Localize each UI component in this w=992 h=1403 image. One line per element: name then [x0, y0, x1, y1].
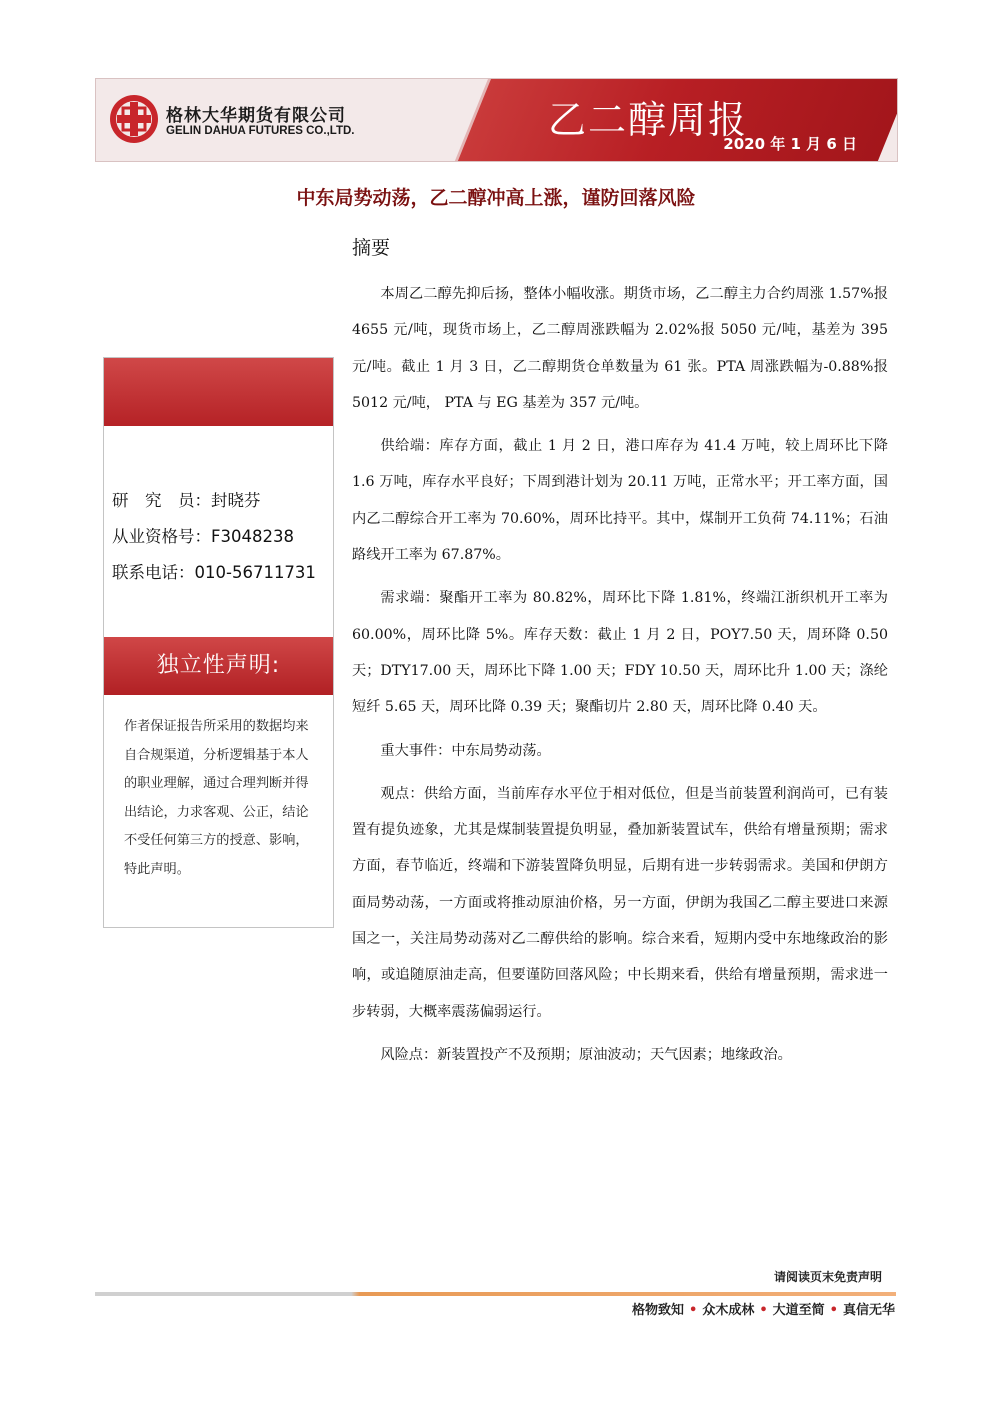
analyst-sidebar — [103, 357, 334, 928]
sidebar-top-band — [104, 358, 333, 426]
paragraph-major-event: 重大事件：中东局势动荡。 — [380, 742, 551, 759]
motto-item: 格物致知 — [632, 1303, 685, 1318]
company-logo-icon — [108, 93, 160, 145]
company-name-cn: 格林大华期货有限公司 — [166, 106, 346, 126]
paragraph-demand: 需求端：聚酯开工率为 80.82%，周环比下降 1.81%，终端江浙织机开工率为 60.00%，周环比降 5%。库存天数：截止 1 月 2 日，POY7.50 天，周环降 0.50 天；DTY17.00 天，周环比下降 1.00 天；FDY 10.50 天，周环比升 1.00 天；涤纶短纤 5.65 天，周环比降 0.39 天；聚酯切片 2.80 天，周环比降 0.40 天。 — [352, 590, 888, 716]
analyst-license: 从业资格号：F3048238 — [112, 527, 294, 546]
motto-item: 众木成林 — [702, 1303, 755, 1318]
independence-statement: 作者保证报告所采用的数据均来自合规渠道，分析逻辑基于本人的职业理解，通过合理判断并得出结论，力求客观、公正，结论不受任何第三方的授意、影响，特此声明。 — [124, 719, 309, 877]
bullet-dot-icon: • — [759, 1303, 768, 1318]
motto-item: 大道至简 — [772, 1303, 825, 1318]
bullet-dot-icon: • — [689, 1303, 698, 1318]
report-date: 2020 年 1 月 6 日 — [723, 135, 857, 153]
abstract-title: 摘要 — [352, 237, 391, 259]
analyst-name: 研 究 员：封晓芬 — [112, 491, 261, 510]
report-title: 乙二醇周报 — [548, 98, 749, 142]
company-name-en: GELIN DAHUA FUTURES CO.,LTD. — [166, 125, 355, 137]
motto-item: 真信无华 — [842, 1303, 895, 1318]
analyst-phone: 联系电话：010-56711731 — [112, 563, 316, 582]
header-banner — [95, 78, 898, 162]
company-motto — [632, 1299, 895, 1318]
footer-divider — [95, 1292, 896, 1296]
abstract-body — [352, 276, 888, 1080]
disclaimer-note: 请阅读页末免责声明 — [773, 1270, 882, 1284]
independence-title: 独立性声明: — [156, 653, 281, 678]
paragraph-viewpoint: 观点：供给方面，当前库存水平位于相对低位，但是当前装置利润尚可，已有装置有提负迹象，尤其是煤制装置提负明显，叠加新装置试车，供给有增量预期；需求方面，春节临近，终端和下游装置降负明显，后期有进一步转弱需求。美国和伊朗方面局势动荡，一方面或将推动原油价格，另一方面，伊朗为我国乙二醇主要进口来源国之一，关注局势动荡对乙二醇供给的影响。综合来看，短期内受中东地缘政治的影响，或追随原油走高，但要谨防回落风险；中长期来看，供给有增量预期，需求进一步转弱，大概率震荡偏弱运行。 — [352, 785, 888, 1020]
paragraph-risk: 风险点：新装置投产不及预期；原油波动；天气因素；地缘政治。 — [380, 1046, 792, 1063]
paragraph-summary: 本周乙二醇先抑后扬，整体小幅收涨。期货市场，乙二醇主力合约周涨 1.57%报 4655 元/吨，现货市场上，乙二醇周涨跌幅为 2.02%报 5050 元/吨，基差为 395 元/吨。截止 1 月 3 日，乙二醇期货仓单数量为 61 张。PTA 周涨跌幅为-0.88%报 5012 元/吨， PTA 与 EG 基差为 357 元/吨。 — [352, 286, 888, 411]
bullet-dot-icon: • — [829, 1303, 838, 1318]
paragraph-supply: 供给端：库存方面，截止 1 月 2 日，港口库存为 41.4 万吨，较上周环比下降 1.6 万吨，库存水平良好；下周到港计划为 20.11 万吨，正常水平；开工率方面，国内乙二醇综合开工率为 70.60%，周环比持平。其中，煤制开工负荷 74.11%；石油路线开工率为 67.87%。 — [352, 438, 888, 564]
headline: 中东局势动荡，乙二醇冲高上涨，谨防回落风险 — [296, 187, 696, 209]
analyst-info — [112, 483, 316, 591]
